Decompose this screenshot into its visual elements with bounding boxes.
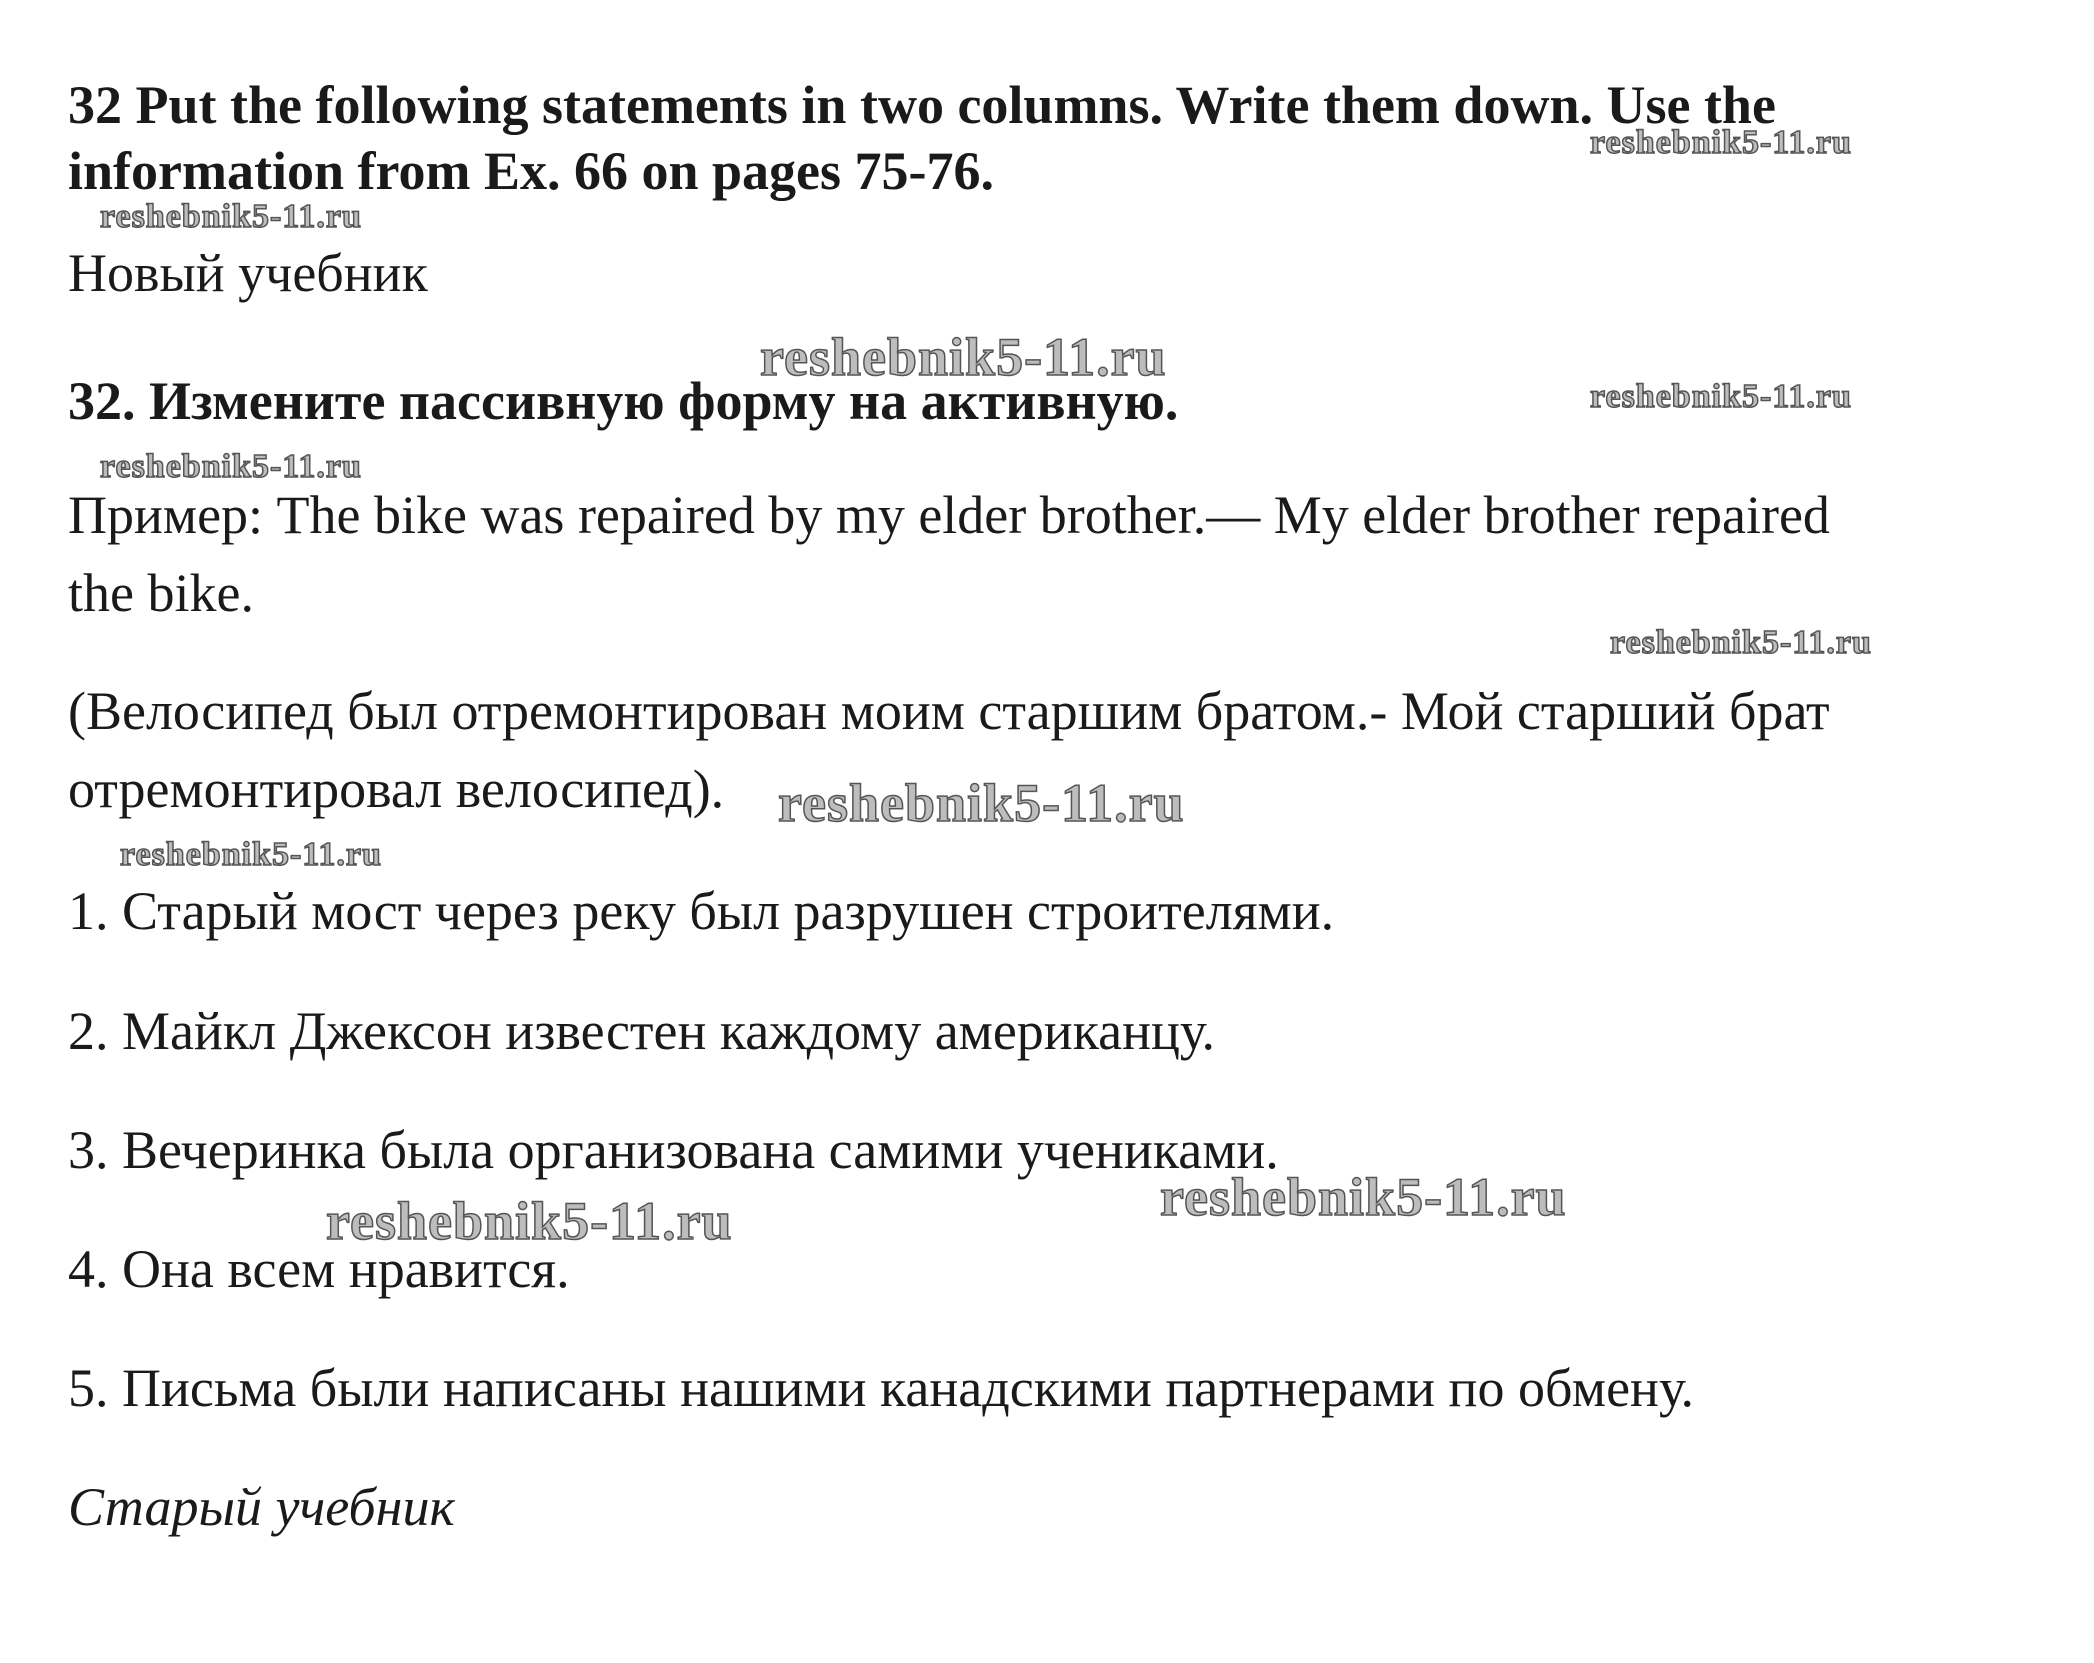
exercise-item: 2. Майкл Джексон известен каждому американцу.	[68, 1001, 1215, 1061]
section-new-textbook: Новый учебник	[68, 243, 428, 303]
watermark: reshebnik5-11.ru	[100, 448, 362, 485]
watermark: reshebnik5-11.ru	[1160, 1167, 1567, 1227]
watermark: reshebnik5-11.ru	[1610, 624, 1872, 661]
task-heading-line-2: information from Ex. 66 on pages 75-76.	[68, 141, 994, 201]
watermark: reshebnik5-11.ru	[760, 327, 1167, 387]
watermark: reshebnik5-11.ru	[100, 198, 362, 235]
watermark: reshebnik5-11.ru	[326, 1191, 733, 1251]
watermark: reshebnik5-11.ru	[1590, 124, 1852, 161]
section-old-textbook: Старый учебник	[68, 1477, 455, 1537]
example-line-1: Пример: The bike was repaired by my elder brother.— My elder brother repaired	[68, 485, 1830, 545]
watermark: reshebnik5-11.ru	[1590, 378, 1852, 415]
exercise-title: 32. Измените пассивную форму на активную.	[68, 371, 1179, 431]
watermark: reshebnik5-11.ru	[778, 773, 1185, 833]
task-heading-line-1: 32 Put the following statements in two columns. Write them down. Use the	[68, 75, 1776, 135]
exercise-item: 3. Вечеринка была организована самими учениками.	[68, 1120, 1279, 1180]
exercise-item: 5. Письма были написаны нашими канадскими партнерами по обмену.	[68, 1358, 1695, 1418]
translation-line-1: (Велосипед был отремонтирован моим старшим братом.- Мой старший брат	[68, 681, 1830, 741]
exercise-item: 4. Она всем нравится.	[68, 1239, 570, 1299]
translation-line-2: отремонтировал велосипед).	[68, 759, 725, 819]
exercise-item: 1. Старый мост через реку был разрушен строителями.	[68, 881, 1335, 941]
example-line-2: the bike.	[68, 563, 254, 623]
watermark: reshebnik5-11.ru	[120, 836, 382, 873]
